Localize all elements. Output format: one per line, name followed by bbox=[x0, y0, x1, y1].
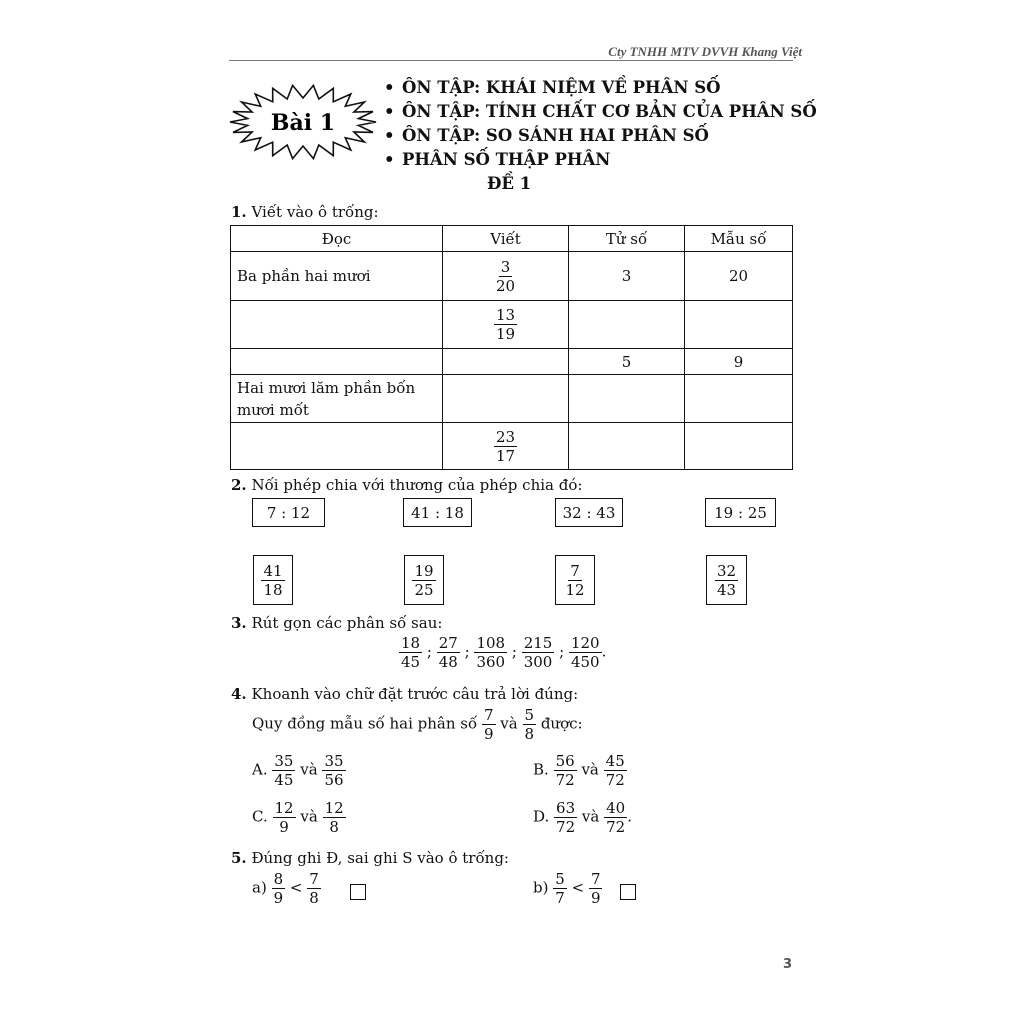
denominator: 72 bbox=[556, 818, 576, 836]
separator: ; bbox=[464, 642, 470, 661]
numerator: 27 bbox=[438, 634, 458, 652]
denominator: 45 bbox=[274, 771, 294, 789]
conjunction: và bbox=[300, 807, 318, 826]
question-number: 5. bbox=[231, 849, 247, 867]
denominator: 18 bbox=[263, 580, 283, 599]
cell-viet[interactable] bbox=[443, 375, 569, 423]
denominator: 450 bbox=[570, 653, 600, 671]
conjunction: và bbox=[581, 807, 600, 826]
fraction bbox=[494, 258, 517, 295]
numerator: 45 bbox=[605, 752, 625, 770]
prompt-text: được: bbox=[540, 714, 583, 733]
numerator: 215 bbox=[523, 634, 553, 652]
numerator: 12 bbox=[274, 799, 294, 817]
denominator: 8 bbox=[524, 725, 535, 743]
page-number: 3 bbox=[782, 957, 792, 972]
cell-tu: 3 bbox=[569, 252, 685, 301]
fraction bbox=[437, 634, 460, 671]
cell-doc: Hai mươi lăm phần bốn mươi mốt bbox=[231, 375, 443, 423]
topic-text: ÔN TẬP: SO SÁNH HAI PHÂN SỐ bbox=[402, 126, 709, 145]
cell-mau: 20 bbox=[685, 252, 793, 301]
question-4 bbox=[231, 685, 578, 703]
numerator: 23 bbox=[495, 427, 516, 446]
fraction bbox=[261, 562, 284, 599]
numerator: 7 bbox=[590, 870, 601, 888]
denominator: 56 bbox=[324, 771, 344, 789]
header-rule bbox=[229, 60, 793, 61]
table-row bbox=[231, 349, 793, 375]
fraction bbox=[307, 870, 321, 907]
comparison-b bbox=[533, 870, 602, 907]
comparison-a bbox=[252, 870, 321, 907]
cell-mau[interactable] bbox=[685, 301, 793, 349]
topic-text: ÔN TẬP: KHÁI NIỆM VỀ PHÂN SỐ bbox=[402, 78, 721, 97]
division-box[interactable]: 32 : 43 bbox=[555, 498, 623, 527]
denominator: 25 bbox=[414, 580, 434, 599]
numerator: 13 bbox=[495, 306, 516, 324]
denominator: 9 bbox=[483, 725, 494, 743]
numerator: 35 bbox=[324, 752, 344, 770]
option-letter[interactable]: C. bbox=[252, 807, 268, 826]
question-1 bbox=[231, 203, 379, 221]
division-box[interactable]: 19 : 25 bbox=[705, 498, 776, 527]
question-text: Đúng ghi Đ, sai ghi S vào ô trống: bbox=[251, 849, 509, 867]
fraction bbox=[589, 870, 603, 907]
fraction bbox=[554, 799, 577, 836]
table-row bbox=[231, 301, 793, 349]
answer-option-d[interactable] bbox=[533, 799, 632, 836]
comparison-operator: < bbox=[571, 878, 585, 897]
fraction bbox=[604, 799, 627, 836]
denominator: 43 bbox=[716, 580, 737, 599]
cell-doc[interactable] bbox=[231, 349, 443, 375]
topic-text: PHÂN SỐ THẬP PHÂN bbox=[402, 150, 611, 169]
numerator: 40 bbox=[606, 799, 626, 817]
numerator: 108 bbox=[476, 634, 506, 652]
denominator: 8 bbox=[329, 818, 339, 836]
numerator: 5 bbox=[524, 706, 535, 724]
table-row bbox=[231, 375, 793, 423]
cell-doc[interactable] bbox=[231, 423, 443, 470]
fraction bbox=[494, 306, 517, 343]
col-header: Tử số bbox=[569, 226, 685, 252]
division-box[interactable]: 41 : 18 bbox=[403, 498, 472, 527]
quotient-box[interactable] bbox=[404, 555, 444, 605]
numerator: 3 bbox=[500, 257, 511, 276]
prompt-text: Quy đồng mẫu số hai phân số bbox=[252, 714, 478, 733]
fraction bbox=[494, 428, 517, 465]
numerator: 7 bbox=[309, 870, 319, 888]
fraction bbox=[272, 752, 295, 789]
denominator: 9 bbox=[590, 889, 601, 907]
numerator: 56 bbox=[555, 752, 575, 770]
exam-title: ĐỀ 1 bbox=[487, 174, 532, 193]
cell-viet bbox=[443, 252, 569, 301]
denominator: 360 bbox=[476, 653, 506, 671]
denominator: 300 bbox=[523, 653, 553, 671]
cell-tu[interactable] bbox=[569, 301, 685, 349]
topic-list bbox=[384, 76, 817, 172]
division-box[interactable]: 7 : 12 bbox=[252, 498, 325, 527]
question-number: 3. bbox=[231, 614, 247, 632]
question-number: 2. bbox=[231, 476, 247, 494]
fraction bbox=[523, 706, 537, 743]
fraction bbox=[272, 870, 286, 907]
question-number: 4. bbox=[231, 685, 247, 703]
cell-mau[interactable] bbox=[685, 375, 793, 423]
option-letter[interactable]: B. bbox=[533, 760, 549, 779]
fraction bbox=[569, 634, 602, 671]
period: . bbox=[627, 807, 632, 826]
comparison-operator: < bbox=[289, 878, 303, 897]
fraction bbox=[412, 562, 435, 599]
question-2 bbox=[231, 476, 582, 494]
fraction bbox=[553, 870, 567, 907]
numerator: 8 bbox=[273, 870, 284, 888]
cell-viet bbox=[443, 301, 569, 349]
col-header: Đọc bbox=[231, 226, 443, 252]
denominator: 9 bbox=[273, 889, 284, 907]
lesson-badge bbox=[228, 84, 378, 160]
cell-tu[interactable] bbox=[569, 375, 685, 423]
topic-item bbox=[384, 124, 817, 148]
denominator: 48 bbox=[438, 653, 458, 671]
item-label: a) bbox=[252, 878, 267, 897]
question-text: Viết vào ô trống: bbox=[251, 203, 379, 221]
fraction bbox=[273, 799, 296, 836]
fraction bbox=[522, 634, 555, 671]
denominator: 17 bbox=[495, 446, 516, 465]
denominator: 8 bbox=[309, 889, 319, 907]
conjunction: và bbox=[581, 760, 599, 779]
topic-item bbox=[384, 148, 817, 172]
fraction bbox=[604, 752, 627, 789]
numerator: 19 bbox=[414, 561, 434, 580]
cell-mau[interactable] bbox=[685, 423, 793, 470]
cell-viet bbox=[443, 423, 569, 470]
separator: ; bbox=[426, 642, 432, 661]
bullet: • bbox=[384, 126, 395, 145]
cell-tu: 5 bbox=[569, 349, 685, 375]
answer-option-a[interactable] bbox=[252, 752, 346, 789]
denominator: 72 bbox=[605, 771, 625, 789]
question-5 bbox=[231, 849, 509, 867]
denominator: 7 bbox=[555, 889, 565, 907]
fraction-table bbox=[230, 225, 793, 470]
conjunction: và bbox=[300, 760, 318, 779]
bullet: • bbox=[384, 78, 395, 97]
question-text: Khoanh vào chữ đặt trước câu trả lời đúng: bbox=[251, 685, 579, 703]
question-number: 1. bbox=[231, 203, 247, 221]
answer-option-c[interactable] bbox=[252, 799, 346, 836]
answer-checkbox-a[interactable] bbox=[350, 884, 366, 900]
cell-tu[interactable] bbox=[569, 423, 685, 470]
cell-viet[interactable] bbox=[443, 349, 569, 375]
badge-label: Bài 1 bbox=[270, 110, 336, 136]
topic-item bbox=[384, 100, 817, 124]
denominator: 20 bbox=[495, 276, 516, 295]
question-3 bbox=[231, 614, 442, 632]
denominator: 9 bbox=[279, 818, 289, 836]
option-letter[interactable]: D. bbox=[533, 807, 550, 826]
numerator: 32 bbox=[716, 561, 737, 580]
fraction bbox=[563, 562, 586, 599]
numerator: 12 bbox=[324, 799, 344, 817]
numerator: 120 bbox=[570, 634, 600, 652]
answer-checkbox-b[interactable] bbox=[620, 884, 636, 900]
numerator: 7 bbox=[483, 706, 494, 724]
quotient-box[interactable] bbox=[253, 555, 293, 605]
table-row bbox=[231, 252, 793, 301]
table-row bbox=[231, 423, 793, 470]
denominator: 45 bbox=[401, 653, 421, 671]
numerator: 41 bbox=[263, 561, 283, 580]
cell-doc: Ba phần hai mươi bbox=[231, 252, 443, 301]
period: . bbox=[601, 642, 607, 661]
topic-item bbox=[384, 76, 817, 100]
col-header: Mẫu số bbox=[685, 226, 793, 252]
fraction bbox=[474, 634, 507, 671]
numerator: 7 bbox=[570, 561, 580, 580]
fraction bbox=[482, 706, 496, 743]
cell-mau: 9 bbox=[685, 349, 793, 375]
separator: ; bbox=[511, 642, 517, 661]
question-4-prompt bbox=[252, 706, 583, 743]
question-text: Rút gọn các phân số sau: bbox=[251, 614, 443, 632]
answer-option-b[interactable] bbox=[533, 752, 627, 789]
fraction bbox=[322, 752, 345, 789]
denominator: 72 bbox=[606, 818, 626, 836]
table-header-row bbox=[231, 226, 793, 252]
numerator: 35 bbox=[274, 752, 294, 770]
numerator: 18 bbox=[401, 634, 421, 652]
cell-doc[interactable] bbox=[231, 301, 443, 349]
quotient-box[interactable] bbox=[706, 555, 747, 605]
quotient-box[interactable] bbox=[555, 555, 595, 605]
topic-text: ÔN TẬP: TÍNH CHẤT CƠ BẢN CỦA PHÂN SỐ bbox=[402, 102, 817, 121]
denominator: 12 bbox=[565, 580, 585, 599]
question-text: Nối phép chia với thương của phép chia đó: bbox=[251, 476, 583, 494]
separator: ; bbox=[559, 642, 565, 661]
item-label: b) bbox=[533, 878, 549, 897]
denominator: 19 bbox=[495, 325, 516, 343]
bullet: • bbox=[384, 150, 395, 169]
numerator: 5 bbox=[555, 870, 565, 888]
fraction bbox=[554, 752, 577, 789]
numerator: 63 bbox=[556, 799, 576, 817]
col-header: Viết bbox=[443, 226, 569, 252]
fraction bbox=[715, 562, 738, 599]
denominator: 72 bbox=[555, 771, 575, 789]
fraction bbox=[399, 634, 422, 671]
fraction bbox=[323, 799, 346, 836]
fraction-list bbox=[399, 634, 606, 671]
publisher-header: Cty TNHH MTV DVVH Khang Việt bbox=[608, 44, 802, 59]
option-letter[interactable]: A. bbox=[252, 760, 268, 779]
bullet: • bbox=[384, 102, 395, 121]
conjunction: và bbox=[500, 714, 518, 733]
